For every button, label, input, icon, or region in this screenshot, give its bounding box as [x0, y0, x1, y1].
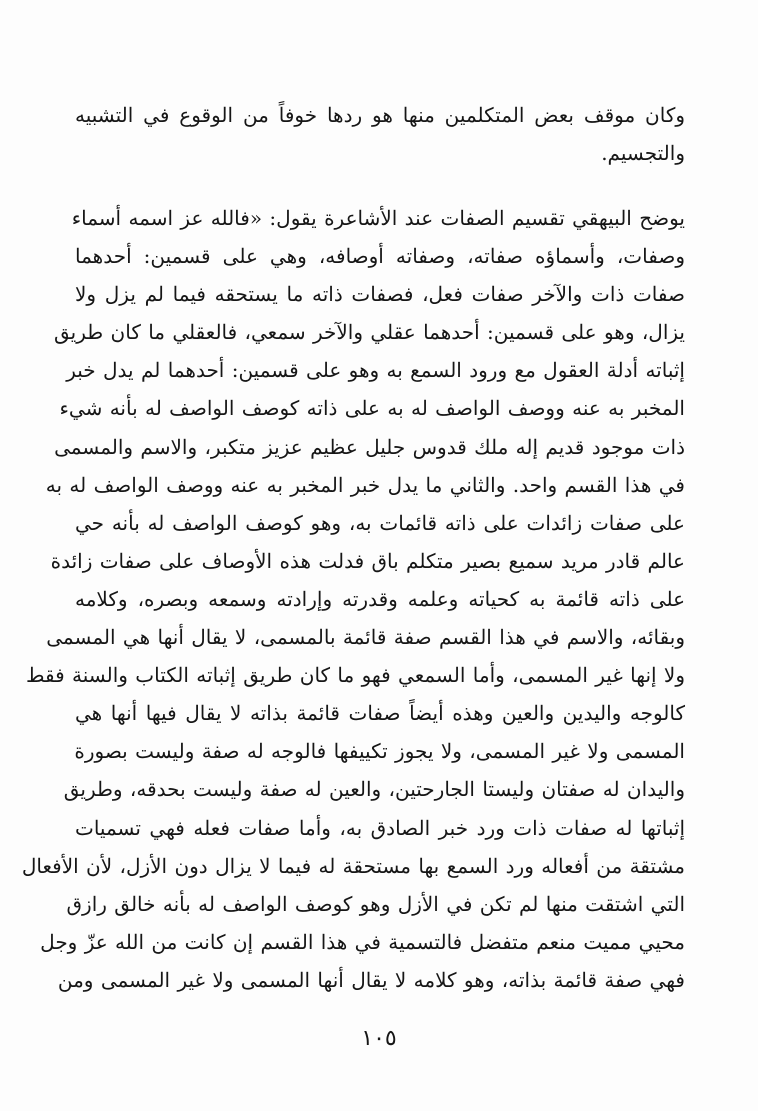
text-line: وبقائه، والاسم في هذا القسم صفة قائمة بالمسمى، لا يقال أنها هي المسمى — [46, 625, 685, 650]
text-line: عالم قادر مريد سميع بصير متكلم باق فدلت هذه الأوصاف على صفات زائدة — [50, 548, 685, 573]
text-line: في هذا القسم واحد. والثاني ما يدل خبر المخبر به عنه ووصف الواصف له به — [45, 472, 685, 497]
text-line: إثباته أدلة العقول مع ورود السمع به وهو على قسمين: أحدهما لم يدل خبر — [66, 358, 685, 383]
text-line: إثباتها له صفات ذات ورد خبر الصادق به، وأما صفات فعله فهي تسميات — [75, 815, 685, 840]
text-line: على صفات زائدات على ذاته قائمات به، وهو كوصف الواصف له بأنه حي — [75, 510, 685, 535]
text-line: التي اشتقت منها لم تكن في الأزل وهو كوصف الواصف له بأنه خالق رازق — [66, 891, 685, 916]
paragraph-2 — [21, 199, 685, 999]
text-line: ولا إنها غير المسمى، وأما السمعي فهو ما كان طريق إثباته الكتاب والسنة فقط — [26, 663, 685, 688]
text-line: وصفات، وأسماؤه صفاته، وصفاته أوصافه، وهي على قسمين: أحدهما — [75, 244, 685, 269]
text-line: مشتقة من أفعاله ورد السمع بها مستحقة له فيما لا يزال دون الأزل، لأن الأفعال — [21, 853, 685, 878]
text-line: والتجسيم. — [601, 141, 685, 166]
text-line: على ذاته قائمة به كحياته وعلمه وقدرته وإرادته وسمعه وبصره، وكلامه — [75, 586, 685, 611]
text-line: يوضح البيهقي تقسيم الصفات عند الأشاعرة يقول: «فالله عز اسمه أسماء — [71, 206, 685, 230]
text-line: واليدان له صفتان وليستا الجارحتين، والعين له صفة وليست بحدقه، وطريق — [63, 777, 685, 802]
text-line: المسمى ولا غير المسمى، ولا يجوز تكييفها فالوجه له صفة وليست بصورة — [74, 739, 685, 764]
page-number: ١٠٥ — [361, 1026, 397, 1051]
text-line: وكان موقف بعض المتكلمين منها هو ردها خوفاً من الوقوع في التشبيه — [75, 103, 685, 127]
text-line: كالوجه واليدين والعين وهذه أيضاً صفات قائمة بذاته لا يقال فيها أنها هي — [75, 701, 685, 726]
text-line: صفات ذات والآخر صفات فعل، فصفات ذاته ما يستحقه فيما لم يزل ولا — [75, 282, 685, 307]
text-line: محيي مميت منعم متفضل فالتسمية في هذا القسم إن كانت من الله عزّ وجل — [40, 929, 685, 954]
text-line: المخبر به عنه ووصف الواصف له به على ذاته كوصف الواصف له بأنه شيء — [59, 396, 685, 421]
text-line: فهي صفة قائمة بذاته، وهو كلامه لا يقال أنها المسمى ولا غير المسمى ومن — [57, 967, 685, 992]
paragraph-1 — [75, 96, 685, 172]
text-line: يزال، وهو على قسمين: أحدهما عقلي والآخر سمعي، فالعقلي ما كان طريق — [54, 320, 685, 345]
text-line: ذات موجود قديم إله ملك قدوس جليل عظيم عزيز متكبر، والاسم والمسمى — [54, 434, 685, 459]
